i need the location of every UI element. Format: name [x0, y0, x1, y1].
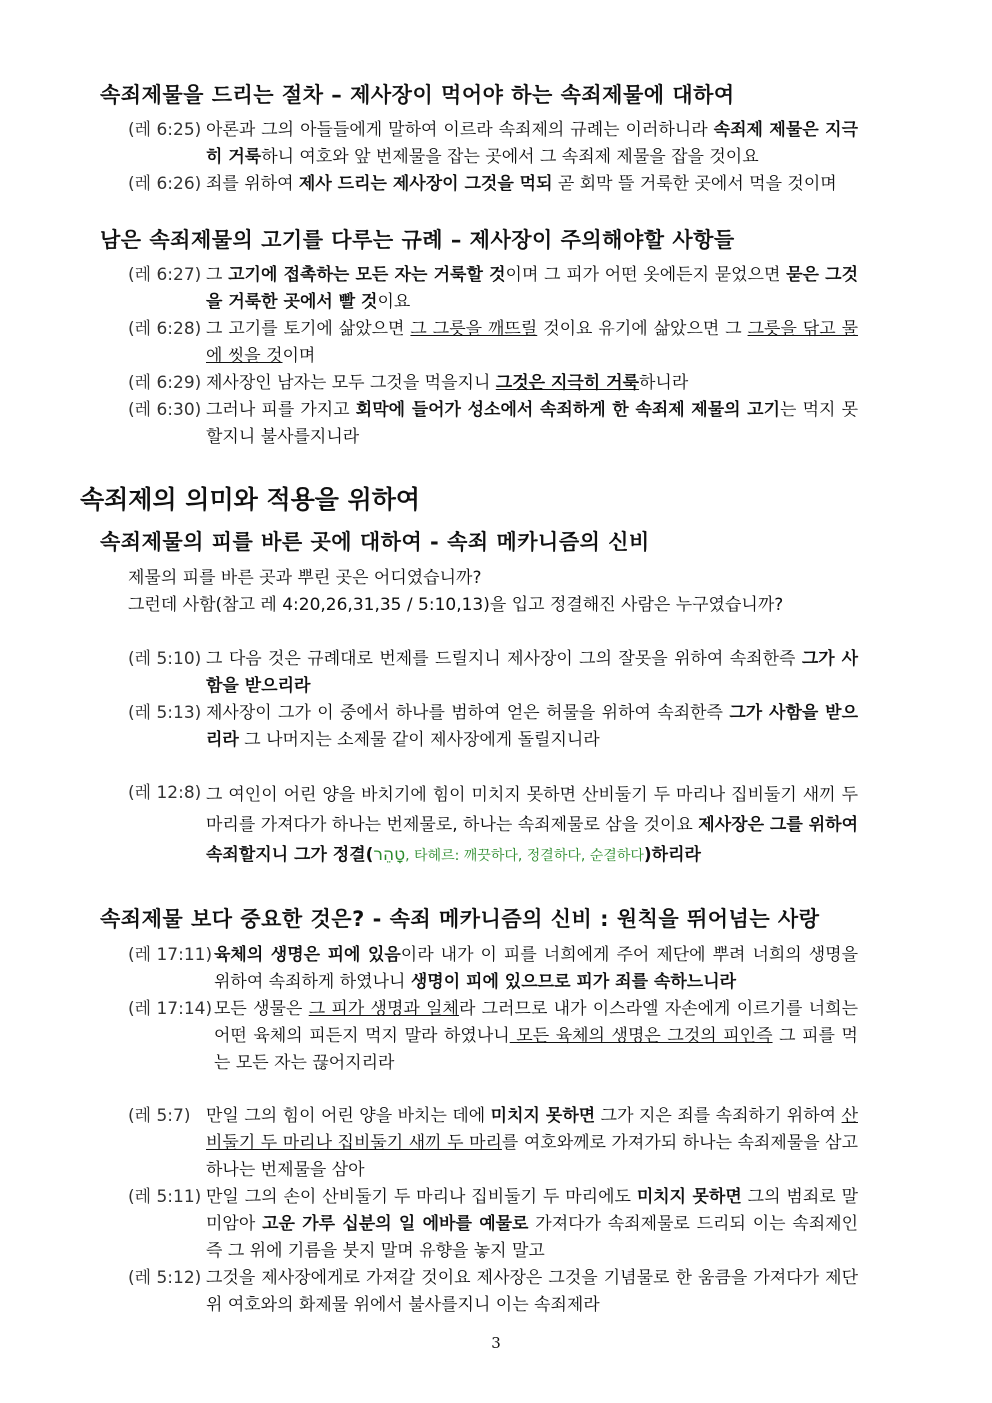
verse-emphasis: 고기에 접촉하는 모든 자는 거룩할 것 — [228, 265, 506, 285]
verse-emphasis: 그것은 지극히 거룩 — [495, 373, 639, 393]
verse-emphasis: 그가 사함을 받으리라 — [206, 703, 858, 750]
verse-emphasis: 미치지 못하면 — [636, 1187, 742, 1207]
verse-ref: (레 6:27) — [128, 265, 202, 285]
verse-text: 그가 지은 죄를 속죄하기 위하여 — [595, 1106, 842, 1126]
verse-lev-6-29 — [128, 370, 858, 397]
verse-text: 그 — [206, 265, 229, 285]
page-number: 3 — [491, 1334, 501, 1352]
verse-text: 제사장인 남자는 모두 그것을 먹을지니 — [206, 373, 496, 393]
main-heading: 속죄제의 의미와 적용을 위하여 — [80, 485, 421, 514]
verse-text: 곧 회막 뜰 거룩한 곳에서 먹을 것이며 — [552, 174, 837, 194]
verse-lev-5-10 — [128, 646, 858, 700]
verse-lev-5-11 — [128, 1184, 858, 1265]
verse-underline: 모든 육체의 생명은 그것의 피인즉 — [509, 1026, 773, 1046]
verse-lev-5-13 — [128, 700, 858, 754]
verse-text: 그 나머지는 소제물 같이 제사장에게 돌릴지니라 — [238, 730, 600, 750]
verse-ref: (레 12:8) — [128, 783, 202, 803]
verse-text: 제사장이 그가 이 중에서 하나를 범하여 얻은 허물을 위하여 속죄한즉 — [206, 703, 730, 723]
verse-emphasis: 속죄제 제물은 지극히 거룩 — [206, 120, 859, 167]
verse-text: 만일 그의 손이 산비둘기 두 마리나 집비둘기 두 마리에도 — [206, 1187, 637, 1207]
verse-ref: (레 6:26) — [128, 174, 202, 194]
verse-text: 가져다가 속죄제물로 드리되 이는 속죄제인즉 그 위에 기름을 붓지 말며 유향을 놓지 말고 — [206, 1214, 859, 1261]
verse-ref: (레 6:28) — [128, 319, 202, 339]
verse-text: 모든 생물은 — [214, 999, 309, 1019]
verse-text: 것이요 유기에 삶았으면 그 — [537, 319, 748, 339]
verse-lev-5-12 — [128, 1265, 858, 1319]
verse-text: 그의 범죄로 말미암아 — [206, 1187, 858, 1234]
verse-emphasis: 회막에 들어가 성소에서 속죄하게 한 속죄제 제물의 고기 — [355, 400, 781, 420]
verse-lev-6-27 — [128, 262, 858, 316]
verse-lev-6-26 — [128, 171, 858, 198]
hebrew-note: , 타헤르: 깨끗하다, 정결하다, 순결하다 — [405, 848, 644, 864]
verse-emphasis: 고운 가루 십분의 일 에바를 예물로 — [262, 1214, 529, 1234]
verse-text: 이요 — [377, 292, 411, 312]
verse-text: 만일 그의 힘이 어린 양을 바치는 데에 — [206, 1106, 491, 1126]
verse-text: 하니라 — [639, 373, 689, 393]
section-heading: 속죄제물을 드리는 절차 – 제사장이 먹어야 하는 속죄제물에 대하여 — [100, 83, 735, 107]
verse-ref: (레 17:11) — [128, 945, 213, 965]
verse-text: 그 피를 먹는 모든 자는 끊어지리라 — [214, 1026, 858, 1073]
verse-lev-17-14 — [128, 996, 858, 1077]
verse-underline: 그 피가 생명과 일체 — [308, 999, 459, 1019]
verse-emphasis: 제사 드리는 제사장이 그것을 먹되 — [298, 174, 553, 194]
verse-emphasis: )하리라 — [643, 845, 701, 865]
verse-text: 를 여호와께로 가져가되 하나는 속죄제물을 삼고 하나는 번제물을 삼아 — [206, 1133, 858, 1180]
verse-text: 그러나 피를 가지고 — [206, 400, 356, 420]
verse-ref: (레 6:30) — [128, 400, 202, 420]
verse-lev-6-30 — [128, 397, 858, 451]
hebrew-word: טָהֵר — [373, 845, 406, 865]
verse-lev-12-8 — [128, 780, 858, 871]
verse-lev-6-25 — [128, 117, 858, 171]
verse-ref: (레 5:11) — [128, 1187, 202, 1207]
verse-text: 그 고기를 토기에 삶았으면 — [206, 319, 411, 339]
verse-emphasis: 육체의 생명은 피에 있음 — [214, 945, 401, 965]
verse-ref: (레 5:12) — [128, 1268, 202, 1288]
verse-underline: 그릇을 닦고 물에 씻을 것 — [206, 319, 859, 366]
verse-lev-17-11 — [128, 942, 858, 996]
verse-text: 이며 그 피가 어떤 옷에든지 묻었으면 — [505, 265, 787, 285]
section-heading: 남은 속죄제물의 고기를 다루는 규례 – 제사장이 주의해야할 사항들 — [100, 228, 735, 252]
section-heading: 속죄제물의 피를 바른 곳에 대하여 - 속죄 메카니즘의 신비 — [100, 530, 650, 554]
verse-text: 아론과 그의 아들들에게 말하여 이르라 속죄제의 규례는 이러하니라 — [206, 120, 714, 140]
verse-text: 하니 여호와 앞 번제물을 잡는 곳에서 그 속죄제 제물을 잡을 것이요 — [261, 147, 759, 167]
verse-text: 이며 — [282, 346, 316, 366]
verse-emphasis: 그가 사함을 받으리라 — [206, 649, 859, 696]
verse-ref: (레 17:14) — [128, 999, 213, 1019]
verse-ref: (레 5:10) — [128, 649, 202, 669]
verse-ref: (레 5:7) — [128, 1106, 191, 1126]
verse-ref: (레 5:13) — [128, 703, 202, 723]
verse-underline: 그 그릇을 깨뜨릴 — [410, 319, 538, 339]
verse-text: 죄를 위하여 — [206, 174, 299, 194]
question-1: 제물의 피를 바른 곳과 뿌린 곳은 어디였습니까? — [128, 568, 482, 588]
verse-text: 그것을 제사장에게로 가져갈 것이요 제사장은 그것을 기념물로 한 움큼을 가져다가 제단 위 여호와의 화제물 위에서 불사를지니 이는 속죄제라 — [206, 1268, 858, 1315]
verse-text: 그 여인이 어린 양을 바치기에 힘이 미치지 못하면 산비둘기 두 마리나 집비둘기 새끼 두 마리를 가져다가 하나는 번제물로, 하나는 속죄제물로 삼을 것이요 — [206, 785, 858, 835]
verse-text: 라 그러므로 내가 이스라엘 자손에게 이르기를 너희는 어떤 육체의 피든지 먹지 말라 하였나니 — [214, 999, 859, 1046]
question-2: 그런데 사함(참고 레 4:20,26,31,35 / 5:10,13)을 입고 정결해진 사람은 누구였습니까? — [128, 595, 784, 615]
verse-text: 이라 내가 이 피를 너희에게 주어 제단에 뿌려 너희의 생명을 위하여 속죄하게 하였나니 — [214, 945, 858, 992]
verse-ref: (레 6:29) — [128, 373, 202, 393]
verse-ref: (레 6:25) — [128, 120, 202, 140]
verse-emphasis: 묻은 그것을 거룩한 곳에서 빨 것 — [206, 265, 858, 312]
verse-lev-5-7 — [128, 1103, 858, 1184]
verse-text: 그 다음 것은 규례대로 번제를 드릴지니 제사장이 그의 잘못을 위하여 속죄한즉 — [206, 649, 802, 669]
verse-text: 는 먹지 못할지니 불사를지니라 — [206, 400, 858, 447]
verse-lev-6-28 — [128, 316, 858, 370]
verse-emphasis: 생명이 피에 있으므로 피가 죄를 속하느니라 — [410, 972, 737, 992]
verse-emphasis: 미치지 못하면 — [490, 1106, 596, 1126]
verse-underline: 산비둘기 두 마리나 집비둘기 새끼 두 마리 — [206, 1106, 858, 1153]
section-heading: 속죄제물 보다 중요한 것은? - 속죄 메카니즘의 신비 : 원칙을 뛰어넘는 사랑 — [100, 907, 820, 931]
verse-emphasis: 제사장은 그를 위하여 속죄할지니 그가 정결( — [206, 815, 858, 865]
